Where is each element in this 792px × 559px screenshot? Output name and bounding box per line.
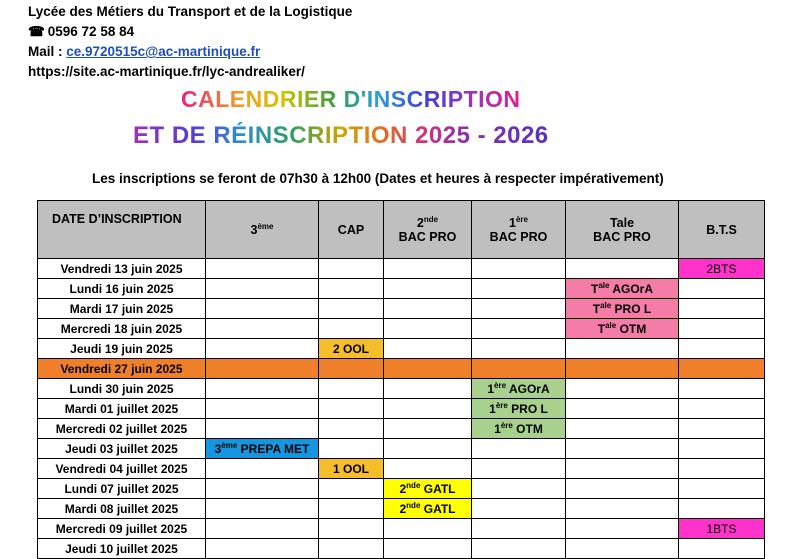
row-date: Mardi 17 juin 2025: [38, 299, 206, 319]
seconde-slot: 2nde GATL: [384, 499, 472, 519]
table-row: [38, 379, 765, 399]
row-date: Mercredi 09 juillet 2025: [38, 519, 206, 539]
table-row: [38, 479, 765, 499]
col-header-tale: Tale BAC PRO: [566, 201, 679, 259]
email-link[interactable]: ce.9720515c@ac-martinique.fr: [66, 44, 261, 59]
row-date: Lundi 30 juin 2025: [38, 379, 206, 399]
troisieme-slot: 3ème PREPA MET: [206, 439, 319, 459]
row-date: Mercredi 02 juillet 2025: [38, 419, 206, 439]
title-line-1: CALENDRIER D'INSCRIPTION: [181, 86, 521, 112]
col-header-bts: B.T.S: [679, 201, 765, 259]
school-name: Lycée des Métiers du Transport et de la Logistique: [28, 4, 353, 19]
row-date: Mardi 08 juillet 2025: [38, 499, 206, 519]
row-date: Vendredi 04 juillet 2025: [38, 459, 206, 479]
table-row: [38, 279, 765, 299]
col-header-3e: 3ème: [206, 201, 319, 259]
table-row: [38, 499, 765, 519]
mail-line: [28, 42, 352, 62]
row-date: Lundi 07 juillet 2025: [38, 479, 206, 499]
bts-slot: 2BTS: [679, 259, 765, 279]
school-header: [28, 2, 352, 82]
table-row: [38, 539, 765, 559]
website-url[interactable]: https://site.ac-martinique.fr/lyc-andrealiker/: [28, 64, 305, 79]
row-date: Vendredi 27 juin 2025: [38, 359, 206, 379]
table-row: [38, 419, 765, 439]
cap-slot: 2 OOL: [319, 339, 384, 359]
table-row: [38, 299, 765, 319]
col-header-date: DATE D’INSCRIPTION: [38, 201, 206, 259]
table-header-row: [38, 201, 765, 259]
hours-note: Les inscriptions se feront de 07h30 à 12h00 (Dates et heures à respecter impérativement): [92, 171, 664, 186]
seconde-slot: 2nde GATL: [384, 479, 472, 499]
table-row: [38, 339, 765, 359]
col-header-2nde: 2nde BAC PRO: [384, 201, 472, 259]
bts-slot: 1BTS: [679, 519, 765, 539]
title-line-2: ET DE RÉINSCRIPTION 2025 - 2026: [133, 122, 549, 149]
row-date: Vendredi 13 juin 2025: [38, 259, 206, 279]
calendar-table: [37, 200, 765, 559]
telephone-icon: ☎: [28, 24, 45, 39]
mail-label: Mail :: [28, 44, 67, 59]
table-row: [38, 319, 765, 339]
row-date: Mardi 01 juillet 2025: [38, 399, 206, 419]
row-date: Lundi 16 juin 2025: [38, 279, 206, 299]
row-date: Jeudi 10 juillet 2025: [38, 539, 206, 559]
premiere-slot: 1ère OTM: [472, 419, 566, 439]
tale-slot: $T^{ale}$ OTM: [566, 319, 679, 339]
row-date: Mercredi 18 juin 2025: [38, 319, 206, 339]
table-row: [38, 399, 765, 419]
col-header-cap: CAP: [319, 201, 384, 259]
premiere-slot: 1ère PRO L: [472, 399, 566, 419]
phone-number: 0596 72 58 84: [47, 24, 135, 39]
table-row: [38, 439, 765, 459]
premiere-slot: 1ère AGOrA: [472, 379, 566, 399]
phone-line: [28, 22, 352, 42]
col-header-1ere: 1ère BAC PRO: [472, 201, 566, 259]
table-row: [38, 519, 765, 539]
table-row: [38, 259, 765, 279]
tale-slot: $T^{ale}$ PRO L: [566, 299, 679, 319]
cap-slot: 1 OOL: [319, 459, 384, 479]
tale-slot: $T^{ale}$ AGOrA: [566, 279, 679, 299]
table-row: [38, 459, 765, 479]
row-date: Jeudi 19 juin 2025: [38, 339, 206, 359]
row-date: Jeudi 03 juillet 2025: [38, 439, 206, 459]
table-row-closed: [38, 359, 765, 379]
